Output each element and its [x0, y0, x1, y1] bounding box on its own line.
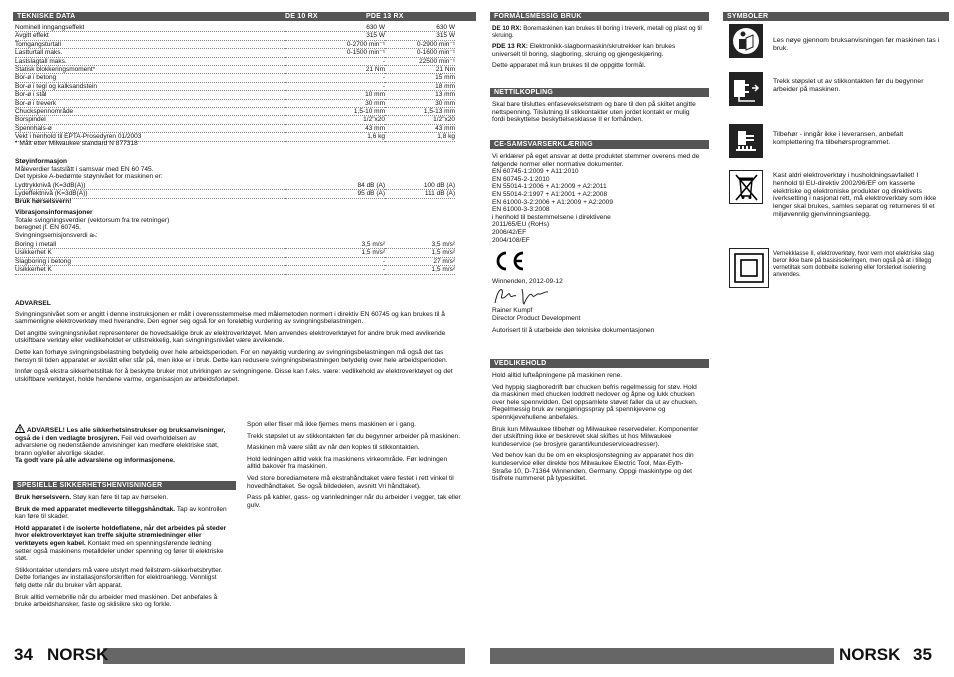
ce-norm-1: EN 60745-1:2009 + A11:2010: [492, 168, 579, 176]
ce-directive-3: 2004/108/EF: [492, 236, 530, 244]
vib-rows-de10rx-value: -: [285, 266, 385, 274]
specs-pde13rx-value: 18 mm: [385, 82, 455, 90]
specs-de10rx-value: 30 mm: [285, 99, 385, 107]
specs-de10rx-value: 1/2"x20: [285, 116, 385, 124]
specs-row: [15, 82, 455, 90]
noise-rows-pde13rx-value: 100 dB (A): [385, 182, 455, 190]
vib-rows-pde13rx-value: 1,5 m/s²: [385, 266, 455, 274]
ce-mark-icon: [492, 250, 526, 272]
intended-use-para-2: [492, 43, 702, 58]
spec-footnote: * Målt etter Milwaukee standard N 877318: [15, 140, 138, 147]
vibration-table: [15, 241, 455, 275]
ce-authorized: Autorisert til å utarbeide den tekniske dokumentasjonen: [492, 326, 655, 334]
maintenance-header: VEDLIKEHOLD: [490, 359, 709, 368]
specs-pde13rx-value: 43 mm: [385, 124, 455, 132]
safety-warning-rest: Feil ved overholdelsen av advarslene og nedenstående anvisninger kan medføre elektriske støt, brann og/eller alvorlige skader.: [15, 434, 219, 457]
safety-warning-bold: ADVARSEL! Les alle sikkerhetsinstrukser og bruksanvisninger, også de i den vedlagte brosjyren.: [15, 427, 226, 442]
col-pde13rx: PDE 13 RX: [366, 13, 404, 20]
specs-pde13rx-value: 1,5-13 mm: [385, 108, 455, 116]
wheelie-bin-icon: [730, 171, 762, 203]
signature-icon: [492, 285, 562, 307]
ce-directive-intro: i henhold til bestemmelsene i direktivene: [492, 213, 611, 221]
specs-label: Lastturtall maks.: [15, 49, 285, 57]
maintenance-para-4: Ved behov kan du be om en eksplosjonstegning av apparatet hos din kundeservice eller direkte hos Milwaukee Electric Tool, Max-Eyth-Straße 10, D-71364 Winnenden, Germany. Oppgi maskintype og det tisifrete nummeret på typeskiltet.: [492, 452, 694, 483]
noise-hearing-protection: Bruk hørselsvern!: [15, 198, 72, 205]
symbols-header: SYMBOLER: [723, 12, 949, 21]
safety-warning-text: [15, 424, 230, 457]
specs-de10rx-value: -: [285, 57, 385, 65]
specs-pde13rx-value: 13 mm: [385, 91, 455, 99]
specs-pde13rx-value: 0-2900 min⁻¹: [385, 40, 455, 48]
ce-intro: Vi erklærer på eget ansvar at dette produktet stemmer overens med de følgende normer eller normative dokumenter.: [492, 153, 700, 168]
spec-table: [15, 24, 455, 142]
symbol-manual: [729, 24, 763, 58]
specs-pde13rx-value: 315 W: [385, 32, 455, 40]
manual-icon: [730, 25, 762, 57]
warning-para-3: Dette kan forhøye svingningsbelastning betydelig over hele arbeidsperioden. For en nøyaktig vurdering av svingningsbelastningen må også det tas hensyn til tiden apparatet er avslått eller står på, men ikke er i bruk. Dette kan redusere svingningsbelastningen betydelig over hele arbeidsperioden.: [15, 348, 448, 364]
special-safety-para-3: [15, 525, 228, 563]
special-safety-para-4: Stikkontakter utendørs må være utstyrt med feilstrøm-sikkerhetsbrytter. Dette forlanges av installasjonsforskriften for elektroanlegg. Vennligst følg dette når du bruker vårt apparat.: [15, 566, 223, 589]
specs-pde13rx-value: 21 Nm: [385, 66, 455, 74]
specs-de10rx-value: 1,5-10 mm: [285, 108, 385, 116]
specs-de10rx-value: 0-2700 min⁻¹: [285, 40, 385, 48]
right-page-number: 35: [913, 645, 932, 664]
specs-row: [15, 91, 455, 99]
ce-conformity-header: CE-SAMSVARSERKLÆRING: [490, 140, 709, 149]
warning-para-4: Innfør også ekstra sikkerhetstiltak for å beskytte bruker mot utvirkingen av svingningene. Disse kan f.eks. være: vedlikehold av elektroverktøyet og det utskiftbare verktøyet, holde hendene varme, organisasjon av arbeidsforløpet.: [15, 368, 453, 383]
middle-para-4: Hold ledningen alltid vekk fra maskinens virkeområde. Før ledningen alltid bakover fra maskinen.: [247, 455, 448, 471]
specs-label: Chuckspennområde: [15, 108, 285, 116]
specs-label: Nominell inngangseffekt: [15, 24, 285, 32]
vibration-section: [15, 209, 455, 239]
right-footer-bar: [490, 648, 834, 664]
specs-de10rx-value: 315 W: [285, 32, 385, 40]
special-safety-para-1-bold: Bruk hørselsvern.: [15, 494, 72, 501]
accessory-icon: [730, 125, 762, 157]
safety-warning-block: [15, 424, 230, 465]
vibration-line-2: beregnet jf. EN 60745.: [15, 224, 81, 232]
symbol-disposal-text: Kast aldri elektroverktøy i husholdningsavfallet! I henhold til EU-direktiv 2002/96/EF om kasserte elektriske og elektroniske produkter og direktivets iverksetting i nasjonal rett, må elektroverktøy som ikke lenger skal brukes, samles separat og returneres til et miljøvennlig gjenvinningsanlegg.: [773, 172, 937, 218]
special-safety-para-2: [15, 506, 228, 521]
maintenance-para-1: Hold alltid lufteåpningene på maskinen rene.: [492, 372, 623, 379]
right-page-language: NORSK: [839, 645, 901, 664]
vib-rows-label: Usikkerhet K: [15, 266, 285, 274]
special-safety-para-1: [15, 494, 228, 502]
specs-row: [15, 108, 455, 116]
specs-label: Bor-ø i betong: [15, 74, 285, 82]
vib-rows-pde13rx-value: 3,5 m/s²: [385, 241, 455, 249]
left-page-number: 34: [14, 645, 33, 664]
ce-norm-3: EN 55014-1:2006 + A1:2009 + A2:2011: [492, 183, 607, 191]
special-safety-header: SPESIELLE SIKKERHETSHENVISNINGER: [13, 481, 236, 490]
specs-de10rx-value: 21 Nm: [285, 66, 385, 74]
middle-para-5: Ved store borediametere må ekstrahåndtaket være festet i rett vinkel til hovedhåndtaket. Se også bildedelen, avsnitt Vri håndtaket).: [247, 474, 454, 490]
ce-signature: [492, 285, 702, 307]
specs-pde13rx-value: 22500 min⁻¹: [385, 57, 455, 65]
noise-rows-row: [15, 182, 455, 190]
right-page: [477, 0, 954, 677]
specs-row: [15, 66, 455, 74]
noise-line-2: Det typiske A-bedømte støynivået for maskinen er:: [15, 173, 163, 181]
specs-label: Spennhals-ø: [15, 124, 285, 132]
specs-label: Bor-ø i tegl og kalksandstein: [15, 82, 285, 90]
middle-column: [247, 421, 462, 513]
tech-data-title: TEKNISKE DATA: [17, 13, 76, 20]
vib-rows-pde13rx-value: 1,5 m/s²: [385, 249, 455, 257]
mains-connection-text: Skal bare tilsluttes enfasevekselstrøm og bare til den på skiltet angitte nettspenning. Tilslutning til stikkontakter uten jordet kontakt er mulig fordi beskyttelse beskyttelsesklasse II er forhånden.: [492, 101, 696, 124]
middle-para-3: Maskinen må være slått av når den koples til stikkontakten.: [247, 444, 420, 452]
specs-row: [15, 32, 455, 40]
specs-row: [15, 124, 455, 132]
symbol-unplug-text: Trekk støpslet ut av stikkontakten før du begynner arbeider på maskinen.: [773, 78, 924, 93]
specs-label: Bor-ø i stål: [15, 91, 285, 99]
vibration-line-1: Totale svingningsverdier (vektorsum fra tre retninger): [15, 216, 170, 224]
specs-de10rx-value: -: [285, 82, 385, 90]
vib-rows-label: Boring i metall: [15, 241, 285, 249]
ce-conformity-section: [492, 153, 702, 334]
warning-section: [15, 300, 463, 387]
specs-de10rx-value: 43 mm: [285, 124, 385, 132]
intended-use-para-3: Dette apparatet må kun brukes til de oppgitte formål.: [492, 62, 646, 70]
noise-rows-row: [15, 190, 455, 198]
specs-pde13rx-value: 0-1600 min⁻¹: [385, 49, 455, 57]
specs-label: Lastslagtall maks.: [15, 57, 285, 65]
maintenance-para-3: Bruk kun Milwaukee tilbehør og Milwaukee reservedeler. Komponenter der utskiftning ikke er beskrevet skal skiftes ut hos Milwaukee kundeservice (se brosjyre garanti/kundeserviceadresser).: [492, 425, 699, 448]
middle-para-6: Pass på kabler, gass- og vannledninger når du arbeider i vegger, tak eller gulv.: [247, 494, 461, 509]
middle-para-2: Trekk støpslet ut av stikkontakten før du begynner arbeider på maskinen.: [247, 432, 461, 440]
vibration-title: Vibrasjonsinformasjoner: [15, 209, 93, 216]
tech-data-header: [13, 12, 476, 21]
intended-use-de10rx-text: Boremaskinen kan brukes til boring i treverk, metall og plast og til skruing.: [492, 25, 702, 39]
specs-label: Bor-ø i treverk: [15, 99, 285, 107]
intended-use-pde13rx: PDE 13 RX:: [492, 43, 528, 50]
specs-row: [15, 99, 455, 107]
special-safety-para-2-text: Tap av kontrollen kan føre til skader.: [15, 505, 227, 521]
intended-use-pde13rx-text: Elektronikk-slagbormaskin/skrutrekker kan brukes universelt til boring, slagboring, skruing og gjengeskjæring.: [492, 43, 676, 58]
specs-label: Tomgangsturtall: [15, 40, 285, 48]
vib-rows-label: Slagboring i betong: [15, 257, 285, 265]
ce-title: Director Product Development: [492, 314, 581, 322]
noise-section: [15, 158, 455, 181]
left-page-language: NORSK: [47, 645, 109, 664]
special-safety-para-3-bold: Hold apparatet i de isolerte holdeflatene, når det arbeides på steder hvor elektroverktøyet kan treffe skjulte strømledninger eller verktøyets egen kabel.: [15, 524, 227, 547]
maintenance-section: [492, 372, 702, 487]
vib-rows-row: [15, 266, 455, 274]
specs-pde13rx-value: 630 W: [385, 24, 455, 32]
specs-de10rx-value: 10 mm: [285, 91, 385, 99]
specs-pde13rx-value: 1/2"x20: [385, 116, 455, 124]
vib-rows-label: Usikkerhet K: [15, 249, 285, 257]
unplug-icon: [730, 73, 762, 105]
intended-use-section: [492, 25, 702, 74]
vib-rows-row: [15, 241, 455, 249]
specs-de10rx-value: 1,6 kg: [285, 133, 385, 141]
noise-rows-de10rx-value: 95 dB (A): [285, 190, 385, 198]
safety-warning-keep: Ta godt vare på alle advarslene og informasjonene.: [15, 457, 176, 465]
specs-de10rx-value: 0-1500 min⁻¹: [285, 49, 385, 57]
vib-rows-de10rx-value: 1,5 m/s²: [285, 249, 385, 257]
left-footer-bar: [103, 648, 465, 664]
class-ii-icon: [730, 249, 768, 287]
warning-triangle-icon: [15, 424, 25, 433]
ce-name: Rainer Kumpf: [492, 307, 533, 315]
ce-directive-2: 2006/42/EF: [492, 228, 527, 236]
symbol-accessory-text: Tilbehør - inngår ikke i leveransen, anbefalt komplettering fra tilbehørsprogrammet.: [773, 131, 904, 146]
symbol-unplug: [729, 72, 763, 106]
ce-place-date: Winnenden, 2012-09-12: [492, 277, 563, 285]
warning-title: ADVARSEL: [15, 300, 51, 307]
specs-de10rx-value: -: [285, 74, 385, 82]
specs-pde13rx-value: 15 mm: [385, 74, 455, 82]
specs-pde13rx-value: 30 mm: [385, 99, 455, 107]
col-de10rx: DE 10 RX: [285, 13, 318, 20]
vibration-line-3: Svingningsemisjonsverdi aₕ:: [15, 231, 98, 239]
intended-use-de10rx: DE 10 RX:: [492, 25, 522, 32]
ce-norm-5: EN 61000-3-2:2006 + A1:2009 + A2:2009: [492, 198, 613, 206]
specs-row: [15, 74, 455, 82]
specs-label: Avgitt effekt: [15, 32, 285, 40]
noise-rows-label: Lydtrykknivå (K=3dB(A)): [15, 182, 285, 190]
ce-norm-6: EN 61000-3-3:2008: [492, 206, 550, 214]
special-safety-para-5: Bruk alltid vernebrille når du arbeider med maskinen. Det anbefales å bruke arbeidshansker, faste og sklisikre sko og forkle.: [15, 593, 218, 609]
special-safety-para-1-text: Støy kan føre til tap av hørselen.: [71, 494, 169, 501]
special-safety-para-3-text: Kontakt med en spenningsførende ledning setter også maskinens metalldeler under spenning og fører til elektriske støt.: [15, 539, 224, 563]
symbol-manual-text: Les nøye gjennom bruksanvisningen før maskinen tas i bruk.: [773, 37, 940, 52]
vib-rows-de10rx-value: -: [285, 257, 385, 265]
ce-ce-mark: [492, 250, 702, 275]
intended-use-para-1: [492, 25, 702, 39]
specs-label: Vekt i henhold til EPTA-Prosedyren 01/2003: [15, 133, 285, 141]
symbol-class-ii: [729, 248, 769, 288]
intended-use-header: FORMÅLSMESSIG BRUK: [490, 12, 709, 21]
noise-table: [15, 182, 455, 199]
vib-rows-pde13rx-value: 27 m/s²: [385, 257, 455, 265]
vib-rows-row: [15, 249, 455, 257]
ce-norm-2: EN 60745-2-1:2010: [492, 175, 550, 183]
symbol-accessory: [729, 124, 763, 158]
specs-row: [15, 49, 455, 57]
noise-rows-label: Lydeffektnivå (K=3dB(A)): [15, 190, 285, 198]
vib-rows-row: [15, 257, 455, 265]
symbol-disposal: [729, 170, 763, 204]
vib-rows-de10rx-value: 3,5 m/s²: [285, 241, 385, 249]
symbol-class-ii-text: Vernekklasse II, elektroverktøy, hvor vern mot elektriske slag beror ikke bare på basisisoleringen, men også på at i tillegg vernetiltak som dobbelte isolering eller forsterket isolering anvendes.: [773, 251, 934, 278]
maintenance-para-2: Ved hyppig slagboredrift bør chucken befris regelmessig for støv. Hold da maskinen med chucken loddrett nedover og åpne og lukk chucken over hele spennvidden. Det oppsamlete støvet faller da ut av chucken. Regelmessig bruk av rengjøringsspray på spennkjevene og spennkjevehullene anbefales.: [492, 383, 698, 421]
specs-row: [15, 40, 455, 48]
ce-directive-1: 2011/65/EU (RoHs): [492, 221, 550, 229]
special-safety-section: [15, 494, 228, 613]
specs-label: Borspindel: [15, 116, 285, 124]
special-safety-para-2-bold: Bruk de med apparatet medleverte tilleggshåndtak.: [15, 505, 176, 513]
specs-row: [15, 116, 455, 124]
specs-row: [15, 57, 455, 65]
specs-label: Statisk blokkeringsmoment*: [15, 66, 285, 74]
warning-para-2: Det angitte svingningsnivået representerer de hovedsaklige bruk av elektroverktøyet. Men anvendes elektroverktøyet for andre bruk med avvikende utskiftbare verktøy eller vedlikeholdet er utilstrekkelig, kan svingningsnivået være avvikende.: [15, 329, 446, 345]
noise-line-1: Måleverdier fastslått i samsvar med EN 60 745.: [15, 165, 154, 173]
specs-de10rx-value: 630 W: [285, 24, 385, 32]
warning-para-1: Svingningsnivået som er angitt i denne instruksjonen er målt i overensstemmelse med målemetoden normert i direktiv EN 60745 og kan brukes til å sammenligne elektroverktøy med hverandre. Den egner seg også for en foreløbig vurdering av svingningsbelastningen.: [15, 310, 445, 326]
middle-para-1: Spon eller fliser må ikke fjernes mens maskinen er i gang.: [247, 421, 416, 428]
mains-connection-header: NETTILKOPLING: [490, 88, 709, 97]
noise-rows-de10rx-value: 84 dB (A): [285, 182, 385, 190]
specs-row: [15, 24, 455, 32]
ce-norm-4: EN 55014-2:1997 + A1:2001 + A2:2008: [492, 190, 608, 198]
noise-rows-pde13rx-value: 111 dB (A): [385, 190, 455, 198]
specs-pde13rx-value: 1,8 kg: [385, 133, 455, 141]
noise-title: Støyinformasjon: [15, 158, 68, 165]
